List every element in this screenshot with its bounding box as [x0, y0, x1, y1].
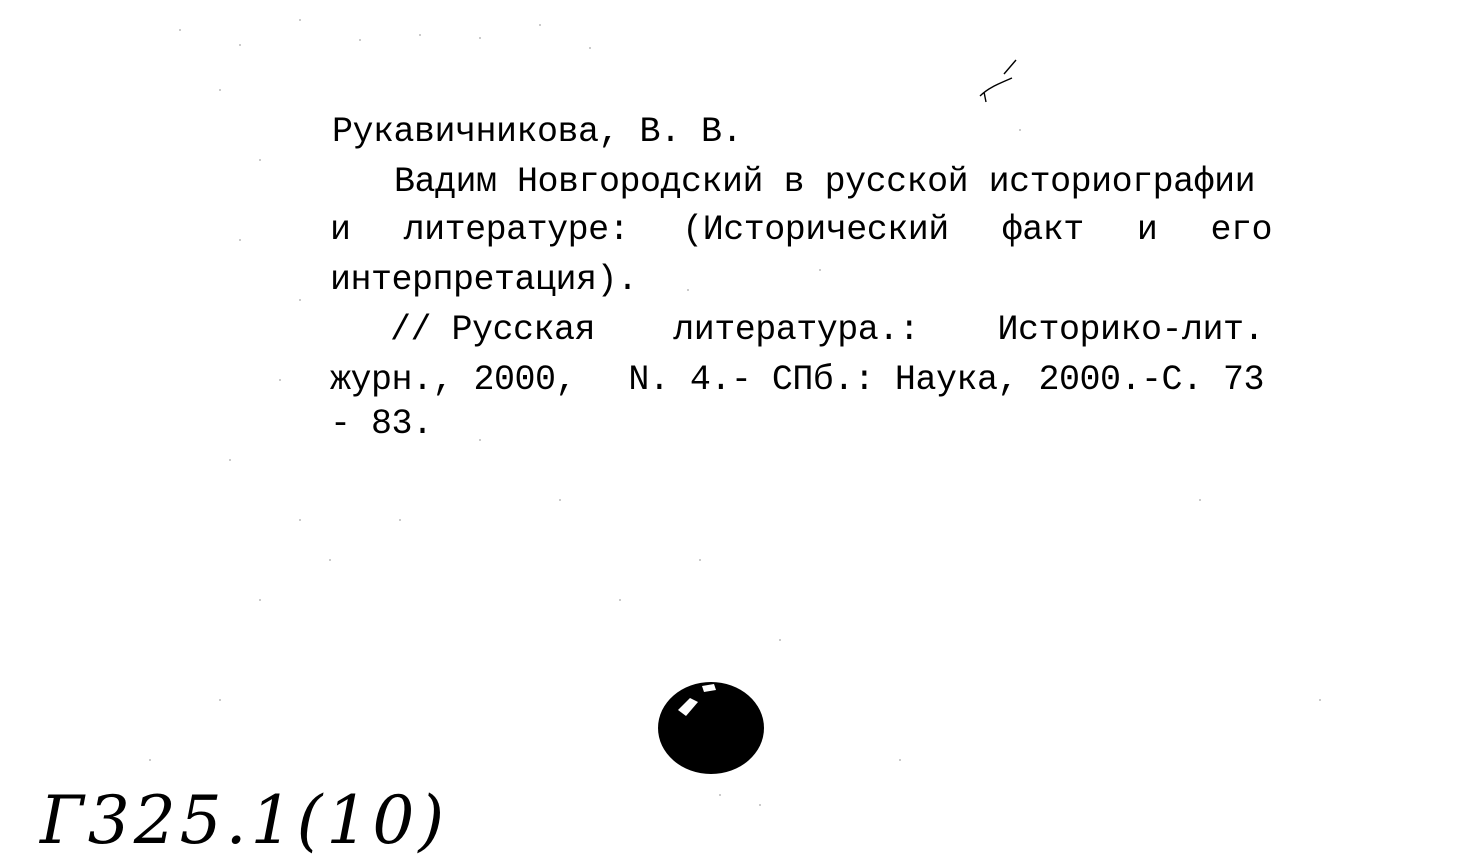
title-word: (Исторический [682, 210, 949, 250]
title-line-1: Вадим Новгородский в русской историографии [394, 162, 1256, 202]
shelfmark: Г325.1(10) [40, 782, 449, 859]
source-word: Историко-лит. [997, 310, 1264, 350]
source-part: журн., 2000, [330, 360, 577, 400]
pencil-mark [976, 52, 1026, 112]
title-word: его [1210, 210, 1272, 250]
source-line-2 [330, 360, 1264, 400]
source-word: литература.: [673, 310, 920, 350]
source-word: // Русская [390, 310, 596, 350]
title-word: и [1136, 210, 1158, 250]
punch-hole [656, 680, 766, 776]
title-word: и [330, 210, 351, 250]
title-word: факт [1001, 210, 1084, 250]
source-part: N. 4.- СПб.: Наука, 2000.-С. 73 [628, 360, 1264, 400]
title-word: литературе: [403, 210, 630, 250]
author-line: Рукавичникова, В. В. [332, 112, 743, 152]
source-line-3: - 83. [330, 404, 433, 444]
title-line-2 [330, 210, 1272, 250]
source-line-1 [390, 310, 1264, 350]
title-line-3: интерпретация). [330, 260, 638, 300]
